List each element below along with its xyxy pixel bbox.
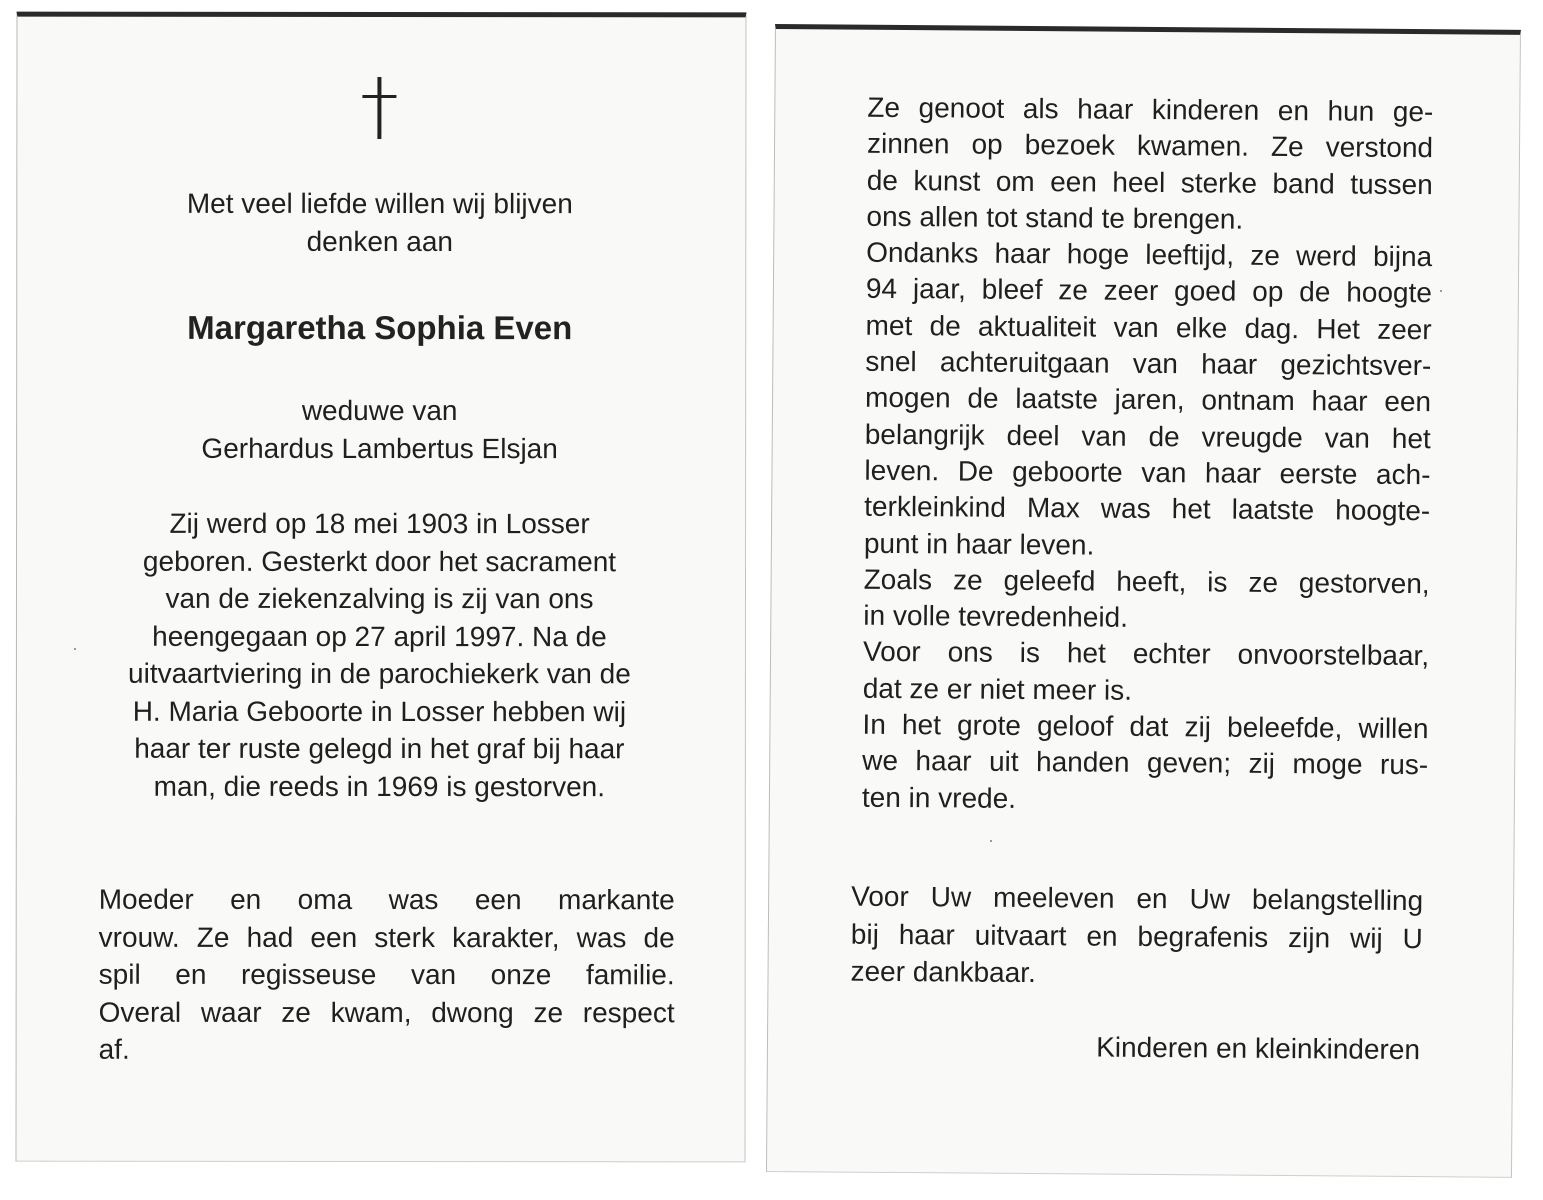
body-line: Ze genoot als haar kinderen en hun ge- bbox=[867, 91, 1434, 128]
tribute-line: af. bbox=[98, 1033, 130, 1065]
body-line: zinnen op bezoek kwamen. Ze verstond bbox=[866, 128, 1434, 164]
widow-line: Gerhardus Lambertus Elsjan bbox=[201, 432, 558, 464]
intro-line: denken aan bbox=[306, 225, 453, 257]
bio-line: heengegaan op 27 april 1997. Na de bbox=[152, 620, 607, 652]
scan-speck bbox=[74, 648, 76, 650]
scan-speck bbox=[990, 840, 992, 842]
body-line: Zoals ze geleefd heeft, is ze gestorven, bbox=[863, 563, 1430, 600]
body-line: in volle tevredenheid. bbox=[863, 599, 1129, 633]
thanks-line: zeer dankbaar. bbox=[850, 955, 1036, 989]
bio-line: haar ter ruste gelegd in het graf bij haar bbox=[134, 732, 625, 765]
tribute-line: spil en regisseuse van onze familie. bbox=[98, 958, 675, 991]
tribute-line: Moeder en oma was een markante bbox=[98, 883, 675, 916]
body-line: mogen de laatste jaren, ontnam haar een bbox=[864, 382, 1432, 418]
thanks-text bbox=[850, 878, 1423, 995]
body-line: snel achteruitgaan van haar gezichtsver- bbox=[865, 345, 1432, 382]
body-line: punt in haar leven. bbox=[863, 527, 1095, 561]
body-line: we haar uit handen geven; zij moge rus- bbox=[862, 745, 1429, 781]
signoff: Kinderen en kleinkinderen bbox=[1096, 1031, 1421, 1066]
body-line: leven. De geboorte van haar eerste ach- bbox=[864, 454, 1431, 491]
body-line: In het grote geloof dat zij beleefde, willen bbox=[862, 708, 1429, 745]
widow-line: weduwe van bbox=[301, 394, 458, 427]
bio-line: van de ziekenzalving is zij van ons bbox=[165, 582, 594, 615]
body-line: belangrijk deel van de vreugde van het bbox=[864, 418, 1431, 454]
body-line: Ondanks haar hoge leeftijd, ze werd bijna bbox=[866, 236, 1433, 273]
bio-line: uitvaartviering in de parochiekerk van de bbox=[128, 657, 631, 690]
memorial-card-back bbox=[766, 24, 1521, 1178]
thanks-line: bij haar uitvaart en begrafenis zijn wij U bbox=[850, 918, 1423, 954]
body-line: met de aktualiteit van elke dag. Het zeer bbox=[865, 309, 1432, 345]
body-line: ten in vrede. bbox=[861, 781, 1017, 814]
biography-text bbox=[77, 505, 682, 806]
body-line: Voor ons is het echter onvoorstelbaar, bbox=[862, 636, 1430, 672]
intro-line: Met veel liefde willen wij blijven bbox=[186, 187, 573, 220]
bio-line: Zij werd op 18 mei 1903 in Losser bbox=[169, 507, 590, 540]
memorial-card-front bbox=[15, 12, 746, 1163]
intro-text bbox=[77, 185, 682, 261]
body-line: de kunst om een heel sterke band tussen bbox=[866, 164, 1433, 200]
body-line: ons allen tot stand te brengen. bbox=[866, 200, 1244, 235]
bio-line: man, die reeds in 1969 is gestorven. bbox=[153, 770, 606, 802]
cross-icon bbox=[360, 77, 400, 141]
thanks-line: Voor Uw meeleven en Uw belangstelling bbox=[851, 880, 1424, 917]
body-text bbox=[862, 90, 1434, 820]
widow-text bbox=[77, 392, 682, 468]
scan-speck bbox=[1440, 290, 1442, 292]
body-line: terkleinkind Max was het laatste hoogte- bbox=[864, 490, 1431, 527]
body-line: dat ze er niet meer is. bbox=[862, 672, 1133, 706]
tribute-line: vrouw. Ze had een sterk karakter, was de bbox=[98, 921, 675, 953]
body-line: 94 jaar, bleef ze zeer goed op de hoogte bbox=[865, 273, 1433, 309]
deceased-name: Margaretha Sophia Even bbox=[187, 308, 573, 347]
bio-line: geboren. Gesterkt door het sacrament bbox=[142, 545, 617, 577]
tribute-text bbox=[99, 881, 675, 1069]
bio-line: H. Maria Geboorte in Losser hebben wij bbox=[132, 695, 627, 727]
tribute-line: Overal waar ze kwam, dwong ze respect bbox=[98, 996, 675, 1028]
